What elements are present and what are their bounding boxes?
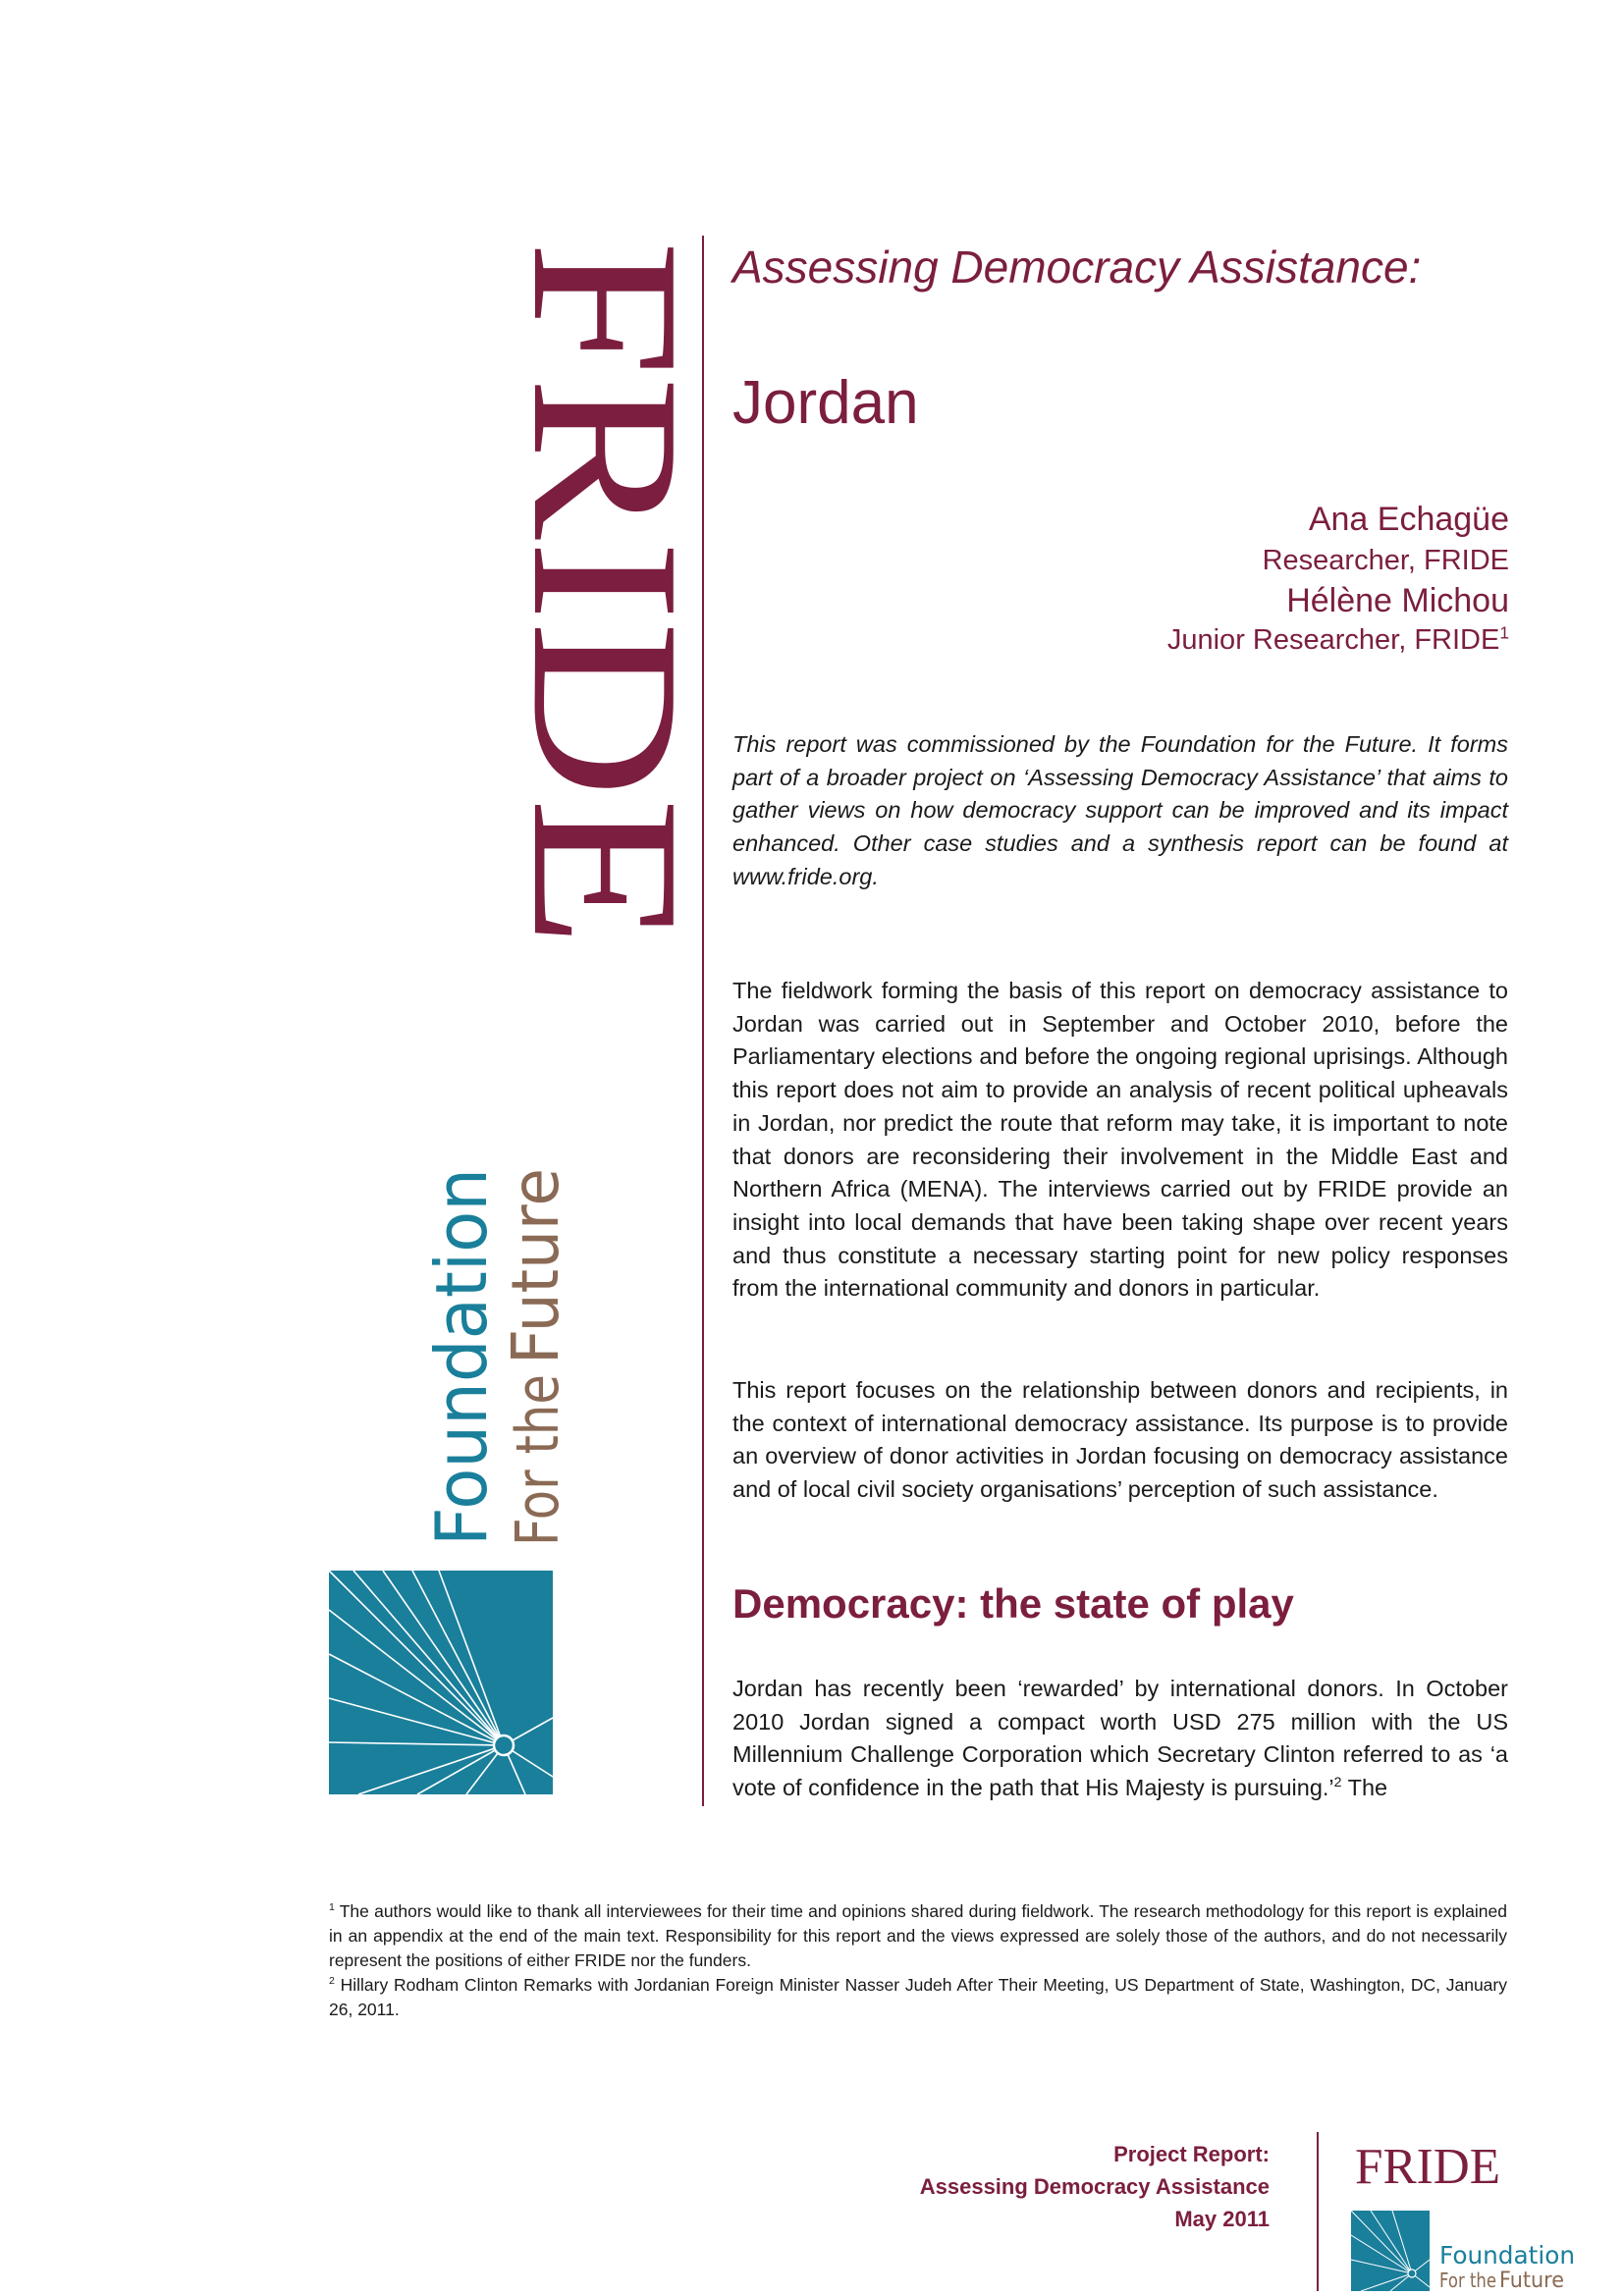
body-paragraph <box>732 1673 1508 1805</box>
body-paragraph: This report focuses on the relationship between donors and recipients, in the context of international democracy assistance. Its purpose is to provide an overview of donor activities in Jordan focusing on democracy assistance and of local civil society organisations’ perception of such assistance. <box>732 1377 1508 1503</box>
fff-emblem-icon <box>329 1571 553 1794</box>
fff-logo-word-future: Future <box>498 1157 573 1364</box>
country-title: Jordan <box>732 369 919 437</box>
body-paragraph-tail: The <box>1341 1775 1388 1801</box>
section-heading: Democracy: the state of play <box>732 1580 1294 1627</box>
footer-line: May 2011 <box>1174 2207 1270 2231</box>
footer-line: Assessing Democracy Assistance <box>919 2174 1270 2199</box>
footer-fff-logo <box>1351 2211 1577 2291</box>
footer-fff-word-foundation: Foundation <box>1439 2241 1575 2269</box>
author-role: Researcher, FRIDE <box>1262 545 1509 576</box>
author-role <box>1167 624 1509 657</box>
footnote-text: Hillary Rodham Clinton Remarks with Jordanian Foreign Minister Nasser Judeh After Their Meeting, US Department of State, Washington, DC, January 26, 2011. <box>329 1975 1507 2019</box>
footer-line: Project Report: <box>1113 2142 1270 2166</box>
footer-divider <box>1317 2132 1319 2291</box>
fff-logo-word-forthe: For the <box>504 1338 572 1546</box>
footer-fride-logo <box>1355 2139 1500 2195</box>
author-name: Ana Echagüe <box>1308 501 1509 538</box>
footnotes <box>329 1899 1507 2022</box>
author-role-text: Junior Researcher, FRIDE <box>1166 624 1500 656</box>
footnote-number: 2 <box>329 1975 335 1988</box>
footnote <box>329 1973 1507 2022</box>
footnote-ref: 1 <box>1499 622 1509 643</box>
series-title: Assessing Democracy Assistance: <box>732 241 1422 293</box>
author-name: Hélène Michou <box>1286 582 1509 619</box>
intro-note: This report was commissioned by the Foundation for the Future. It forms part of a broader project on ‘Assessing Democracy Assistance’ that aims to gather views on how democracy support can be improved and its impact enhanced. Other case studies and a synthesis report can be found at www.fride.org. <box>732 731 1508 889</box>
footer-fff-word-future: Future <box>1499 2269 1564 2293</box>
foundation-for-the-future-logo-vertical <box>412 1151 573 1546</box>
footnote-ref: 2 <box>1333 1774 1342 1790</box>
footnote-text: The authors would like to thank all interviewees for their time and opinions shared during fieldwork. The research methodology for this report is explained in an appendix at the end of the main text. Responsibility for this report and the views expressed are solely those of the authors, and do not necessarily represent the positions of either FRIDE nor the funders. <box>329 1901 1508 1970</box>
footnote <box>329 1899 1507 1973</box>
fride-logo-text: FRIDE <box>489 240 724 851</box>
footer-project-info <box>785 2138 1270 2235</box>
fride-logo-vertical <box>324 240 724 947</box>
body-paragraph-text: Jordan has recently been ‘rewarded’ by international donors. In October 2010 Jordan signed a compact worth USD 275 million with the US Millennium Challenge Corporation which Secretary Clinton referred to as ‘a vote of confidence in the path that His Majesty is pursuing.’ <box>732 1676 1508 1801</box>
vertical-divider <box>702 236 704 1806</box>
footer-fff-word-forthe: For the <box>1439 2269 1496 2292</box>
footnote-number: 1 <box>329 1901 335 1914</box>
footer-fride-logo-text: FRIDE <box>1355 2139 1500 2195</box>
body-paragraph: The fieldwork forming the basis of this report on democracy assistance to Jordan was carried out in September and October 2010, before the Parliamentary elections and before the ongoing regional uprisings. Although this report does not aim to provide an analysis of recent political upheavals in Jordan, nor predict the route that reform may take, it is important to note that donors are reconsidering their involvement in the Middle East and Northern Africa (MENA). The interviews carried out by FRIDE provide an insight into local demands that have been taking shape over recent years and thus constitute a necessary starting point for new policy responses from the international community and donors in particular. <box>732 978 1508 1302</box>
fff-logo-word-foundation: Foundation <box>420 1151 503 1546</box>
